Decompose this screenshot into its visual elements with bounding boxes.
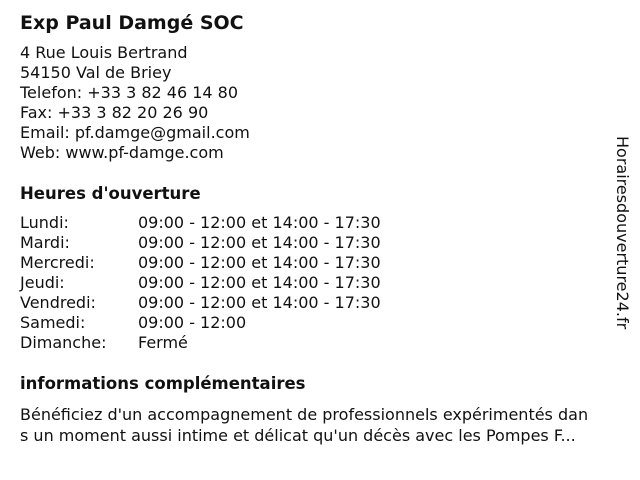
fax-number: Fax: +33 3 82 20 26 90 (20, 103, 209, 122)
day-label: Vendredi: (20, 293, 96, 312)
description-line: Bénéficiez d'un accompagnement de professionnels expérimentés dan (20, 405, 589, 424)
time-value: Fermé (138, 333, 188, 352)
additional-info-text (20, 404, 630, 446)
opening-hours-heading: Heures d'ouverture (20, 184, 201, 203)
site-watermark (612, 136, 632, 346)
time-value: 09:00 - 12:00 et 14:00 - 17:30 (138, 213, 381, 232)
time-value: 09:00 - 12:00 et 14:00 - 17:30 (138, 253, 381, 272)
email-address[interactable]: Email: pf.damge@gmail.com (20, 123, 250, 142)
watermark-text: Horairesdouverture24.fr (613, 136, 632, 330)
day-label: Mardi: (20, 233, 70, 252)
website-link[interactable]: Web: www.pf-damge.com (20, 143, 224, 162)
time-value: 09:00 - 12:00 et 14:00 - 17:30 (138, 293, 381, 312)
time-value: 09:00 - 12:00 (138, 313, 247, 332)
day-label: Samedi: (20, 313, 86, 332)
description-line: s un moment aussi intime et délicat qu'un décès avec les Pompes F... (20, 426, 576, 445)
phone-number[interactable]: Telefon: +33 3 82 46 14 80 (20, 83, 239, 102)
day-label: Lundi: (20, 213, 69, 232)
city-address: 54150 Val de Briey (20, 63, 172, 82)
time-value: 09:00 - 12:00 et 14:00 - 17:30 (138, 273, 381, 292)
contact-block (20, 43, 250, 163)
business-name: Exp Paul Damgé SOC (20, 12, 244, 34)
day-label: Dimanche: (20, 333, 107, 352)
additional-info-heading: informations complémentaires (20, 374, 306, 393)
day-label: Jeudi: (20, 273, 65, 292)
day-label: Mercredi: (20, 253, 95, 272)
time-value: 09:00 - 12:00 et 14:00 - 17:30 (138, 233, 381, 252)
street-address: 4 Rue Louis Bertrand (20, 43, 188, 62)
